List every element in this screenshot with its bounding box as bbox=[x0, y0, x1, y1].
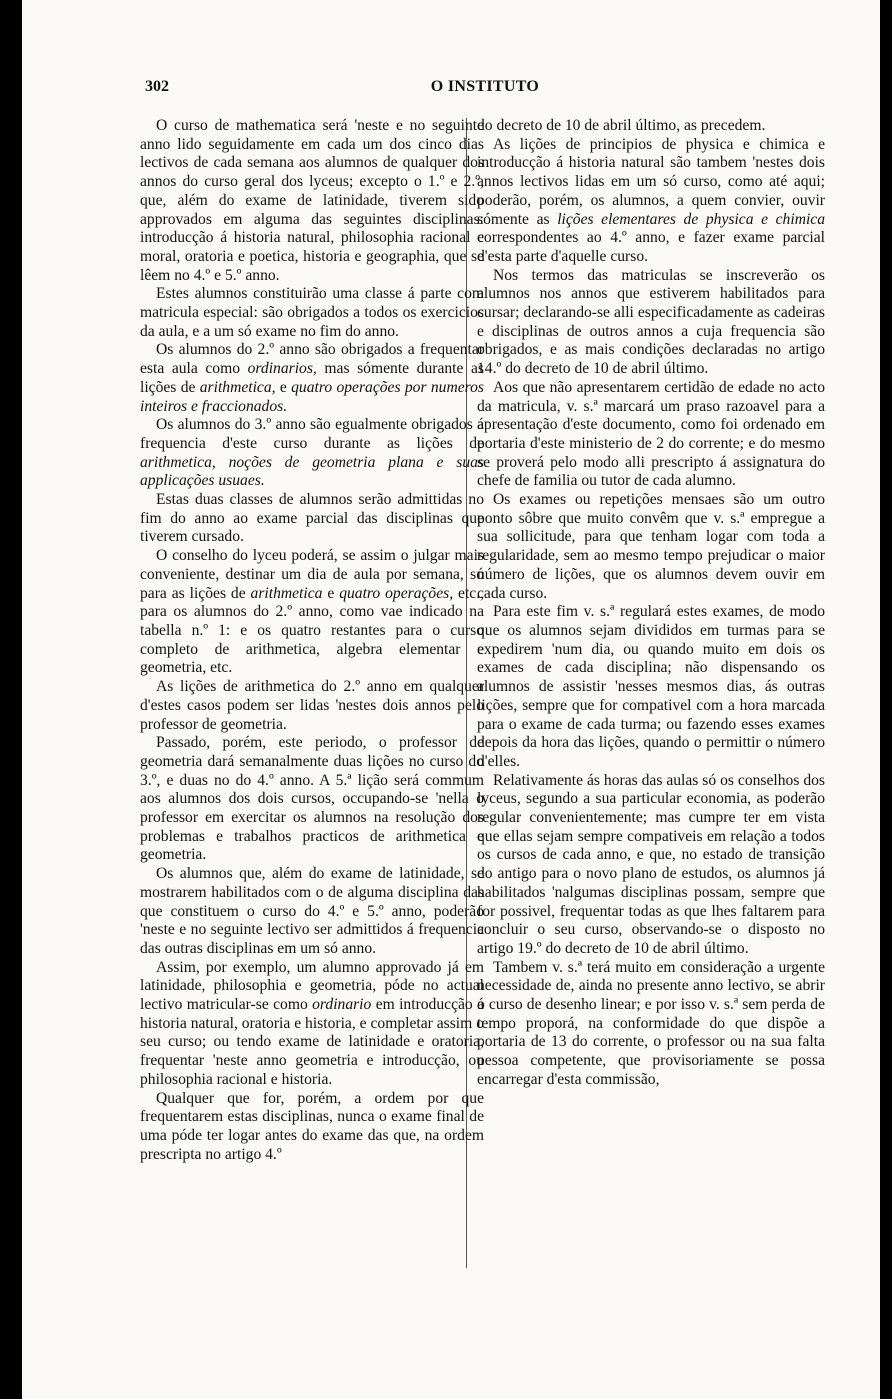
right-column bbox=[477, 117, 825, 1090]
paragraph: Relativamente ás horas das aulas só os conselhos dos lyceus, segundo a sua particular economia, as poderão regular convenientemente; mas cumpre ter em vista que ellas sejam sempre compativeis em relação a todos os cursos de cada anno, e que, no estado de transição do antigo para o novo plano de estudos, os alumnos já habilitados 'nalgumas disciplinas possam, sempre que for possivel, frequentar todas as que lhes faltarem para concluir o seu curso, observando-se o disposto no artigo 19.º do decreto de 10 de abril último. bbox=[477, 771, 825, 957]
paragraph: Assim, por exemplo, um alumno approvado já em latinidade, philosophia e geometria, póde no actual lectivo matricular-se como ordinario em introducção á historia natural, oratoria e historia, e completar assim o seu curso; ou tendo exame de latinidade e oratoria, frequentar 'neste anno geometria e introducção, ou philosophia racional e historia. bbox=[140, 958, 484, 1088]
paragraph: Os alumnos do 2.º anno são obrigados a frequentar esta aula como ordinarios, mas sómente durante as lições de arithmetica, e quatro operações por numeros inteiros e fraccionados. bbox=[140, 341, 484, 415]
page-number: 302 bbox=[145, 78, 169, 95]
paragraph: O conselho do lyceu poderá, se assim o julgar mais conveniente, destinar um dia de aula por semana, só para as lições de arithmetica e quatro operações, etc., para os alumnos do 2.º anno, como vae indicado na tabella n.º 1: e os quatro restantes para o curso completo de arithmetica, algebra elementar e geometria, etc. bbox=[140, 547, 484, 677]
paragraph: O curso de mathematica será 'neste e no seguinte anno lido seguidamente em cada um dos cinco dias lectivos de cada semana aos alumnos de qualquer dos annos do curso geral dos lyceus; excepto o 1.º e 2.º, que, além do exame de latinidade, tiverem sido approvados em alguma das seguintes disciplinas: introducção á historia natural, philosophia racional e moral, oratoria e poetica, historia e geographia, que se lêem no 4.º e 5.º anno. bbox=[140, 117, 484, 284]
paragraph: Para este fim v. s.ª regulará estes exames, de modo que os alumnos sejam divididos em turmas para se expedirem 'num dia, ou quando muito em dois os exames de cada disciplina; não dispensando os alumnos de assistir 'nesses mesmos dias, ás outras lições, sempre que for compativel com a hora marcada para o exame de cada turma; ou fazendo esses exames depois da hora das lições, quando o permittir o número d'elles. bbox=[477, 603, 825, 770]
paragraph: Os alumnos que, além do exame de latinidade, se mostrarem habilitados com o de alguma disciplina das que constituem o curso do 4.º e 5.º anno, poderão 'neste e no seguinte lectivo ser admittidos á frequencia das outras disciplinas em um só anno. bbox=[140, 865, 484, 957]
page-header bbox=[145, 78, 825, 100]
paragraph: Estes alumnos constituirão uma classe á parte com matricula especial: são obrigados a todos os exercicios da aula, e a um só exame no fim do anno. bbox=[140, 285, 484, 340]
paragraph: Aos que não apresentarem certidão de edade no acto da matricula, v. s.ª marcará um praso razoavel para a apresentação d'este documento, como foi ordenado em portaria d'este ministerio de 2 do corrente; e do mesmo se proverá pelo modo alli prescripto á assignatura do chefe de familia ou tutor de cada alumno. bbox=[477, 378, 825, 490]
paragraph: Os alumnos do 3.º anno são egualmente obrigados á frequencia d'este curso durante as lições de arithmetica, noções de geometria plana e suas applicações usuaes. bbox=[140, 416, 484, 490]
paragraph: do decreto de 10 de abril último, as precedem. bbox=[477, 117, 766, 134]
running-title: O INSTITUTO bbox=[430, 78, 540, 95]
paragraph: Passado, porém, este periodo, o professor de geometria dará semanalmente duas lições no curso do 3.º, e duas no do 4.º anno. A 5.ª lição será commum aos alumnos dos dois cursos, occupando-se 'nella o professor em exercitar os alumnos na resolução dos problemas e trabalhos practicos de arithmetica e geometria. bbox=[140, 734, 484, 864]
paragraph: As lições de arithmetica do 2.º anno em qualquer d'estes casos podem ser lidas 'nestes dois annos pelo professor de geometria. bbox=[140, 678, 484, 733]
paragraph: Qualquer que for, porém, a ordem por que frequentarem estas disciplinas, nunca o exame final de uma póde ter logar antes do exame das que, na ordem prescripta no artigo 4.º bbox=[140, 1089, 484, 1163]
paragraph: Estas duas classes de alumnos serão admittidas no fim do anno ao exame parcial das disciplinas que tiverem cursado. bbox=[140, 491, 484, 546]
left-column bbox=[140, 117, 484, 1164]
paragraph: Nos termos das matriculas se inscreverão os alumnos nos annos que estiverem habilitados para cursar; declarando-se alli especificadamente as cadeiras e disciplinas de outros annos a cuja frequencia são obrigados, e as mais condições declaradas no artigo 14.º do decreto de 10 de abril último. bbox=[477, 266, 825, 378]
paragraph: Tambem v. s.ª terá muito em consideração a urgente necessidade de, ainda no presente anno lectivo, se abrir o curso de desenho linear; e por isso v. s.ª sem perda de tempo proporá, na conformidade do que dispõe a portaria de 13 do corrente, o professor ou na sua falta pessoa competente, que provisoriamente se possa encarregar d'esta commissão, bbox=[477, 958, 825, 1088]
paragraph: As lições de principios de physica e chimica e introducção á historia natural são tambem 'nestes dois annos lectivos lidas em um só curso, como até aqui; poderão, porém, os alumnos, a quem convier, ouvir sómente as lições elementares de physica e chimica correspondentes ao 4.º anno, e fazer exame parcial d'esta parte d'aquelle curso. bbox=[477, 135, 826, 265]
paragraph: Os exames ou repetições mensaes são um outro ponto sôbre que muito convêm que v. s.ª empregue a sua sollicitude, para que tenham logar com toda a regularidade, sem ao mesmo tempo prejudicar o maior número de lições, que os alumnos devem ouvir em cada curso. bbox=[477, 491, 825, 602]
